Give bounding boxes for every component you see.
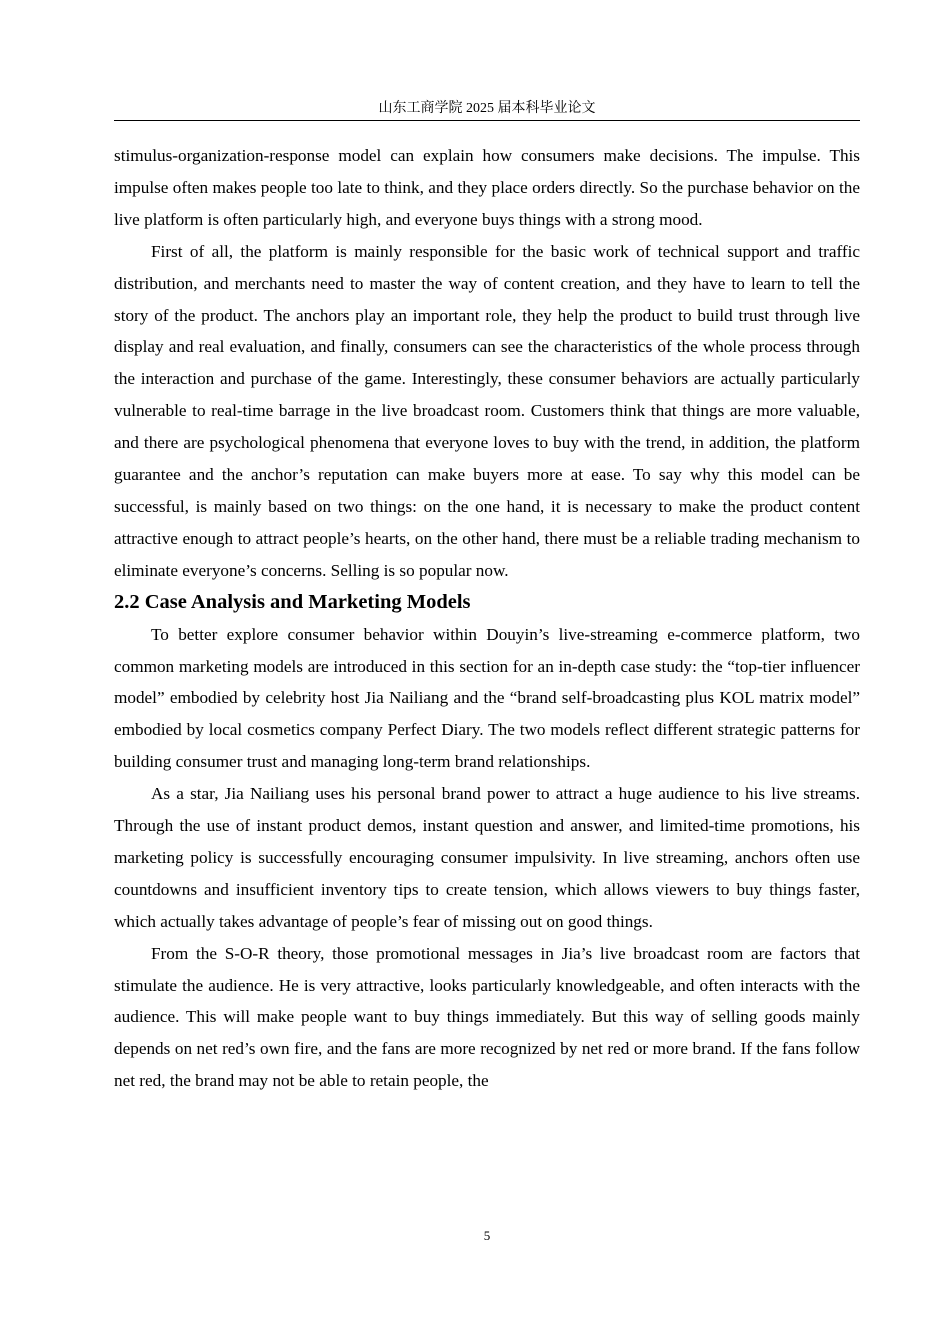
paragraph-sor-theory: From the S-O-R theory, those promotional messages in Jia’s live broadcast room are factors that stimulate the audience. He is very attractive, looks particularly knowledgeable, and often interacts with the audience. This will make people want to buy things immediately. But this way of selling goods mainly depends on net red’s own fire, and the fans are more recognized by net red or more brand. If the fans follow net red, the brand may not be able to retain people, the	[114, 943, 860, 1091]
paragraph-continuation: stimulus-organization-response model can explain how consumers make decisions. The impulse. This impulse often makes people too late to think, and they place orders directly. So the purchase behavior on the live platform is often particularly high, and everyone buys things with a strong mood.	[114, 146, 860, 229]
header-rule	[114, 120, 860, 121]
paragraph-platform-roles: First of all, the platform is mainly responsible for the basic work of technical support and traffic distribution, and merchants need to master the way of content creation, and they have to learn to tell the story of the product. The anchors play an important role, they help the product to build trust through live display and real evaluation, and finally, consumers can see the characteristics of the whole process through the interaction and purchase of the game. Interestingly, these consumer behaviors are actually particularly vulnerable to real-time barrage in the live broadcast room. Customers think that things are more valuable, and there are psychological phenomena that everyone loves to buy with the trend, in addition, the platform guarantee and the anchor’s reputation can make buyers more at ease. To say why this model can be successful, is mainly based on two things: on the one hand, it is necessary to make the product content attractive enough to attract people’s hearts, on the other hand, there must be a reliable trading mechanism to eliminate everyone’s concerns. Selling is so popular now.	[114, 241, 860, 580]
paragraph-jia-nailiang: As a star, Jia Nailiang uses his personal brand power to attract a huge audience to his live streams. Through the use of instant product demos, instant question and answer, and limited-time promotions, his marketing policy is successfully encouraging consumer impulsivity. In live streaming, anchors often use countdowns and insufficient inventory tips to create tension, which allows viewers to buy things faster, which actually takes advantage of people’s fear of missing out on good things.	[114, 784, 860, 931]
body-text	[114, 140, 860, 1097]
paragraph-case-intro: To better explore consumer behavior within Douyin’s live-streaming e-commerce platform, two common marketing models are introduced in this section for an in-depth case study: the “top-tier influencer model” embodied by celebrity host Jia Nailiang and the “brand self-broadcasting plus KOL matrix model” embodied by local cosmetics company Perfect Diary. The two models reflect different strategic patterns for building consumer trust and managing long-term brand relationships.	[114, 624, 860, 772]
running-header: 山东工商学院 2025 届本科毕业论文	[378, 101, 596, 116]
page-number: 5	[483, 1228, 491, 1243]
section-heading: 2.2 Case Analysis and Marketing Models	[114, 590, 471, 613]
